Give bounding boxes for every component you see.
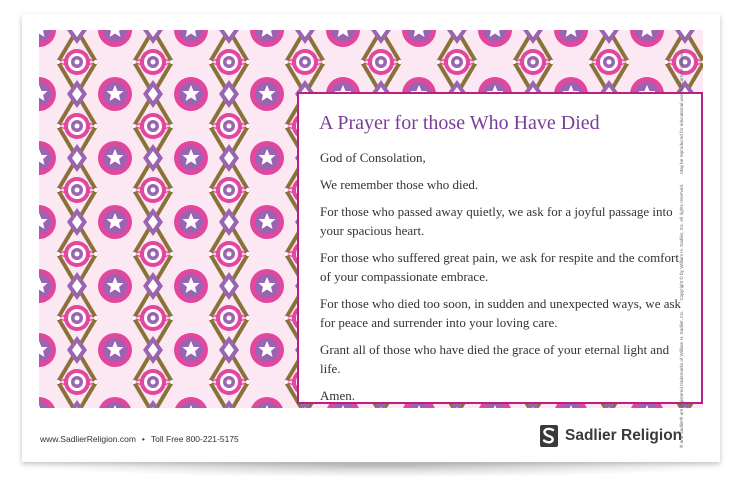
separator-dot: • (141, 434, 145, 444)
copyright-vertical (679, 39, 684, 448)
footer-contact (40, 434, 239, 444)
prayer-card (22, 14, 720, 462)
prayer-line-salutation: God of Consolation, (320, 150, 426, 165)
website-text: www.SadlierReligion.com (40, 434, 136, 444)
prayer-line-suffered: For those who suffered great pain, we ask for respite and the comfort of your compassionate embrace. (320, 250, 679, 284)
sadlier-s-logo-icon (540, 425, 558, 447)
brand-name: Sadlier Religion (565, 427, 683, 444)
prayer-line-too-soon: For those who died too soon, in sudden and unexpected ways, we ask for peace and surrender into your loving care. (320, 296, 682, 330)
prayer-text (320, 148, 690, 408)
prayer-title: A Prayer for those Who Have Died (319, 112, 600, 134)
copyright-line-rights: Copyright © by William H. Sadlier, Inc. All rights reserved. (679, 183, 684, 301)
decorative-pattern (39, 30, 703, 408)
prayer-box (297, 92, 703, 404)
prayer-line-grant: Grant all of those who have died the grace of your eternal light and life. (320, 342, 670, 376)
brand (540, 424, 682, 448)
prayer-line-remember: We remember those who died. (320, 177, 479, 192)
prayer-line-amen: Amen. (320, 388, 356, 403)
copyright-line-trademark: ® and Sadlier® are registered trademarks of William H. Sadlier, Inc. (679, 310, 684, 448)
copyright-line-reproduce: May be reproduced for educational use (not commercial use). (679, 48, 684, 174)
phone-text: Toll Free 800-221-5175 (150, 434, 239, 444)
prayer-line-quietly: For those who passed away quietly, we ask for a joyful passage into your spacious heart. (320, 204, 673, 238)
